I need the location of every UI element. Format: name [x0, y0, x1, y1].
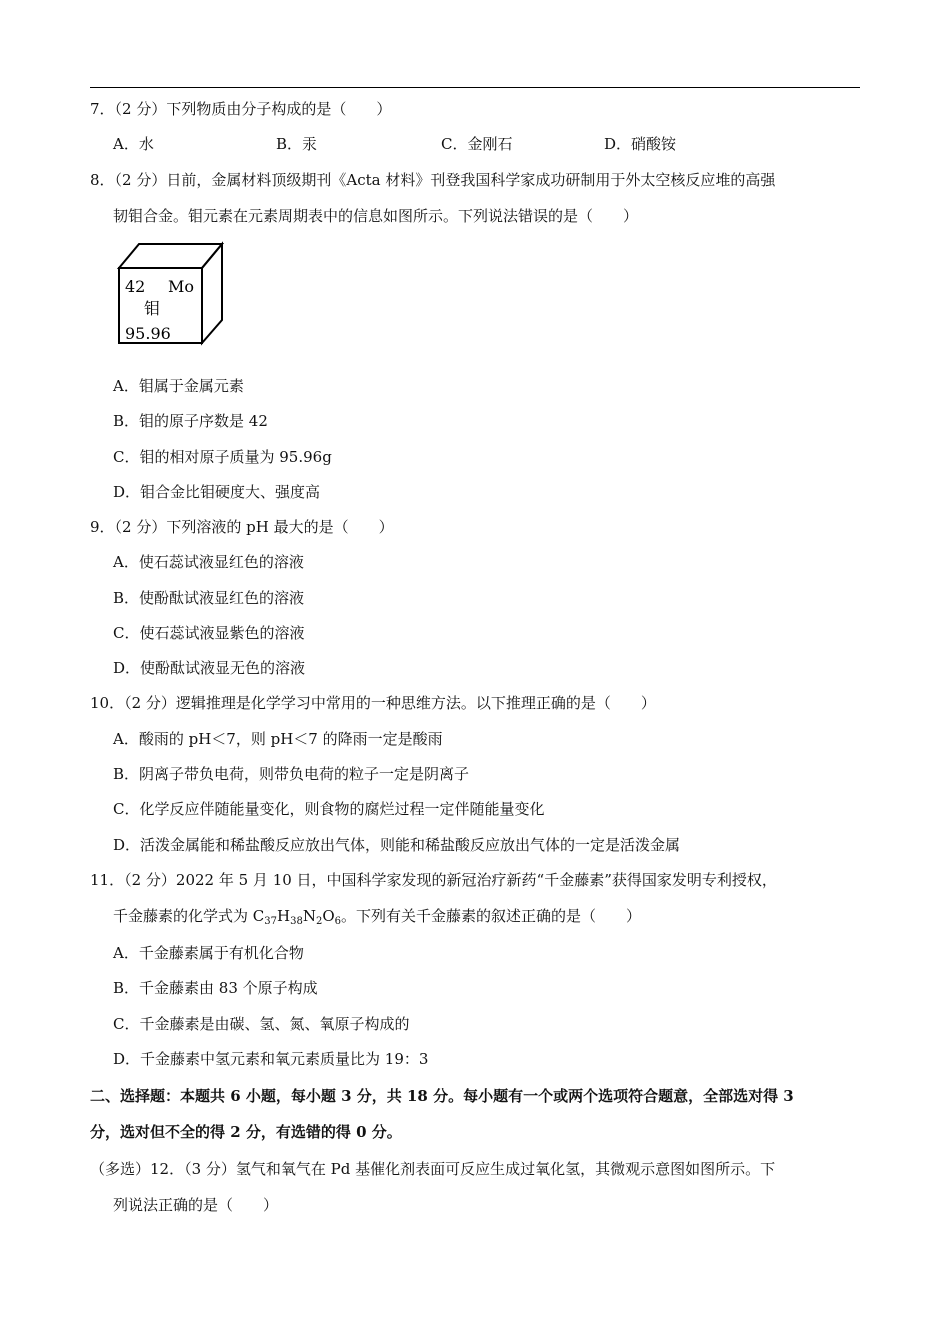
formula-h: H: [276, 907, 291, 925]
q8-option-b: B．钼的原子序数是 42: [113, 412, 268, 430]
element-tile-molybdenum: [112, 240, 224, 346]
q11-option-b: B．千金藤素由 83 个原子构成: [113, 979, 318, 997]
formula-prefix: 千金藤素的化学式为 C: [113, 907, 265, 925]
q11-option-d: D．千金藤素中氢元素和氧元素质量比为 19：3: [113, 1050, 429, 1068]
formula-o-count: 6: [334, 916, 341, 927]
question-8-stem-line1: 8．（2 分）日前，金属材料顶级期刊《Acta 材料》刊登我国科学家成功研制用于外太空核反应堆的高强: [90, 171, 776, 189]
question-12-stem-line1: （多选）12．（3 分）氢气和氧气在 Pd 基催化剂表面可反应生成过氧化氢，其微观示意图如图所示。下: [90, 1160, 776, 1178]
question-11-stem-line2: [113, 906, 641, 926]
section-2-heading-line2: 分，选对但不全的得 2 分，有选错的得 0 分。: [90, 1123, 402, 1141]
q10-option-a: A．酸雨的 pH＜7，则 pH＜7 的降雨一定是酸雨: [113, 730, 443, 748]
q7-option-c: C．金刚石: [441, 135, 513, 153]
element-symbol: Mo: [168, 277, 195, 296]
q8-option-a: A．钼属于金属元素: [113, 377, 244, 395]
question-8-stem-line2: 韧钼合金。钼元素在元素周期表中的信息如图所示。下列说法错误的是（ ）: [113, 207, 639, 225]
header-rule: [90, 87, 860, 88]
q10-option-b: B．阴离子带负电荷，则带负电荷的粒子一定是阴离子: [113, 765, 470, 783]
element-atomic-mass: 95.96: [125, 324, 171, 343]
formula-n: N: [302, 907, 316, 925]
question-10-stem: 10．（2 分）逻辑推理是化学学习中常用的一种思维方法。以下推理正确的是（ ）: [90, 694, 656, 712]
q9-option-d: D．使酚酞试液显无色的溶液: [113, 659, 306, 677]
question-11-stem-line1: 11．（2 分）2022 年 5 月 10 日，中国科学家发现的新冠治疗新药“千金藤素”获得国家发明专利授权，: [90, 871, 777, 889]
q11-option-a: A．千金藤素属于有机化合物: [113, 944, 304, 962]
element-name: 钼: [144, 299, 161, 318]
q11-option-c: C．千金藤素是由碳、氢、氮、氧原子构成的: [113, 1015, 410, 1033]
question-9-stem: 9．（2 分）下列溶液的 pH 最大的是（ ）: [90, 518, 394, 536]
tile-top-face: [119, 244, 222, 268]
q9-option-c: C．使石蕊试液显紫色的溶液: [113, 624, 305, 642]
q8-option-d: D．钼合金比钼硬度大、强度高: [113, 483, 321, 501]
formula-c-count: 37: [264, 916, 277, 927]
formula-n-count: 2: [315, 916, 323, 927]
element-atomic-number: 42: [125, 277, 146, 296]
tile-side-face: [202, 244, 222, 343]
formula-o: O: [322, 907, 335, 925]
formula-suffix: 。下列有关千金藤素的叙述正确的是（ ）: [341, 907, 642, 925]
formula-h-count: 38: [290, 916, 303, 927]
q7-option-b: B．汞: [276, 135, 318, 153]
q10-option-d: D．活泼金属能和稀盐酸反应放出气体，则能和稀盐酸反应放出气体的一定是活泼金属: [113, 836, 681, 854]
q10-option-c: C．化学反应伴随能量变化，则食物的腐烂过程一定伴随能量变化: [113, 800, 545, 818]
question-7-stem: 7．（2 分）下列物质由分子构成的是（ ）: [90, 100, 392, 118]
q7-option-d: D．硝酸铵: [604, 135, 677, 153]
q7-option-a: A．水: [113, 135, 154, 153]
q9-option-a: A．使石蕊试液显红色的溶液: [113, 553, 304, 571]
section-2-heading-line1: 二、选择题：本题共 6 小题，每小题 3 分，共 18 分。每小题有一个或两个选项符合题意，全部选对得 3: [90, 1087, 794, 1105]
question-12-stem-line2: 列说法正确的是（ ）: [113, 1196, 279, 1214]
q8-option-c: C．钼的相对原子质量为 95.96g: [113, 448, 332, 466]
q9-option-b: B．使酚酞试液显红色的溶液: [113, 589, 305, 607]
